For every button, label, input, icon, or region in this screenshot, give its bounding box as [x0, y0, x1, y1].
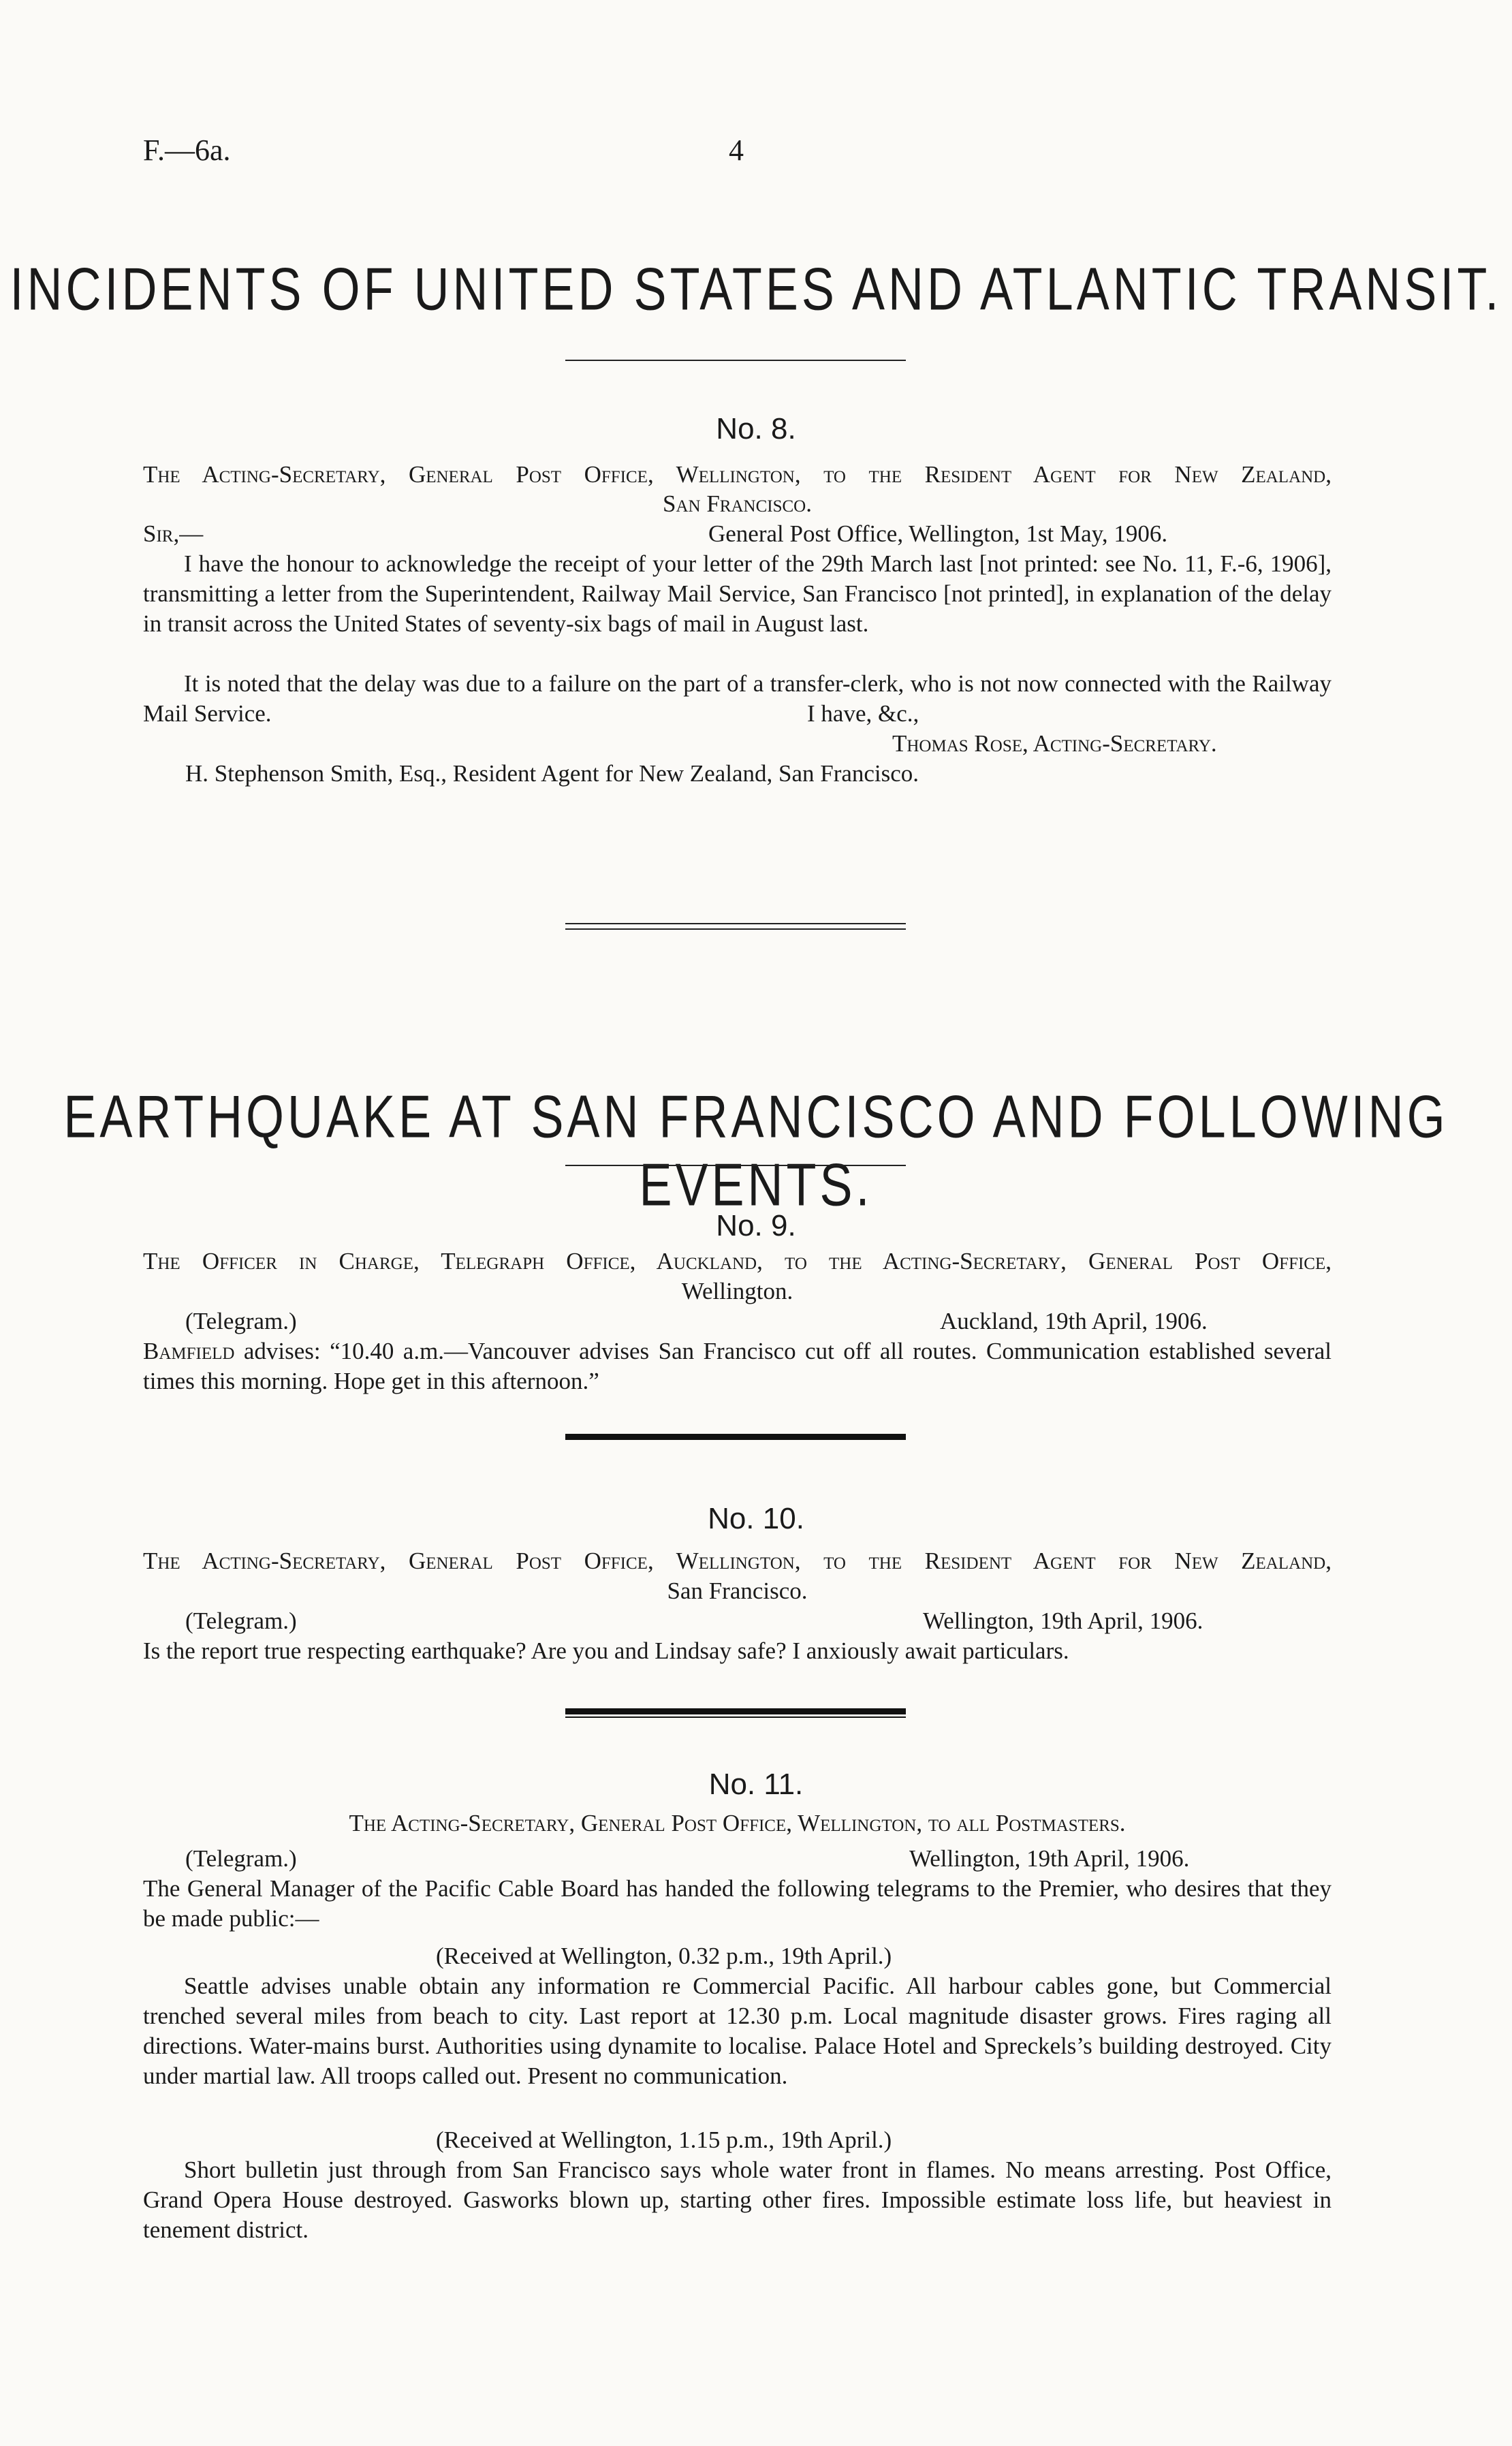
letter-10-dateline: Wellington, 19th April, 1906. [923, 1608, 1203, 1634]
divider-rule [565, 360, 906, 361]
section-separator [565, 923, 906, 930]
letter-10-from-line1: The Acting-Secretary, General Post Office, Wellington, to the Resident Agent for New Zealand, [143, 1548, 1332, 1574]
letter-11-received-1: (Received at Wellington, 0.32 p.m., 19th April.) [436, 1943, 892, 1969]
letter-11-message-2: Short bulletin just through from San Francisco says whole water front in flames. No means arresting. Post Office, Grand Opera House destroyed. Gasworks blown up, starting other fires. Impossible estimate loss life, but heaviest in tenement district. [143, 2157, 1332, 2243]
letter-number-10: No. 10. [708, 1502, 804, 1535]
section-title-earthquake: EARTHQUAKE AT SAN FRANCISCO AND FOLLOWING EVENTS. [63, 1084, 1449, 1219]
letter-number-8: No. 8. [716, 412, 796, 445]
letter-11-type: (Telegram.) [185, 1845, 297, 1872]
letter-8-closing: I have, &c., [807, 700, 919, 727]
letter-9-from-line2: Wellington. [681, 1278, 793, 1304]
letter-number-11: No. 11. [708, 1768, 804, 1801]
letter-8-signature: Thomas Rose, Acting-Secretary. [892, 730, 1217, 757]
letter-10-type: (Telegram.) [185, 1608, 297, 1634]
letter-separator [565, 1434, 906, 1440]
letter-11-from-line1: The Acting-Secretary, General Post Office, Wellington, to all Postmasters. [349, 1810, 1126, 1836]
letter-9-message: advises: “10.40 a.m.—Vancouver advises San Francisco cut off all routes. Communication established several times this morning. Hope get in this afternoon.” [143, 1338, 1332, 1394]
letter-11-intro: The General Manager of the Pacific Cable Board has handed the following telegrams to the Premier, who desires that they be made public:— [143, 1875, 1332, 1932]
letter-10-from-line2: San Francisco. [667, 1578, 808, 1604]
letter-9-body [143, 1336, 1332, 1396]
letter-number-9: No. 9. [716, 1209, 796, 1242]
page-number: 4 [729, 134, 744, 167]
letter-8-salutation: Sir,— [143, 520, 204, 547]
letter-8-from-line2: San Francisco. [663, 490, 812, 517]
letter-11-message-1: Seattle advises unable obtain any information re Commercial Pacific. All harbour cables gone, but Commercial trenched several miles from beach to city. Last report at 12.30 p.m. Local magnitude disaster grows. Fires raging all directions. Water-mains burst. Authorities using dynamite to localise. Palace Hotel and Spreckels’s building destroyed. City under martial law. All troops called out. Present no communication. [143, 1973, 1332, 2089]
letter-separator [565, 1708, 906, 1718]
letter-9-from-line1: The Officer in Charge, Telegraph Office, Auckland, to the Acting-Secretary, General Post Office, [143, 1248, 1332, 1274]
divider-rule [565, 1165, 906, 1166]
document-reference: F.—6a. [143, 134, 231, 167]
letter-9-type: (Telegram.) [185, 1308, 297, 1334]
letter-8-from-line1: The Acting-Secretary, General Post Office, Wellington, to the Resident Agent for New Zealand, [143, 461, 1332, 488]
letter-9-sender: Bamfield [143, 1338, 235, 1364]
letter-11-received-2: (Received at Wellington, 1.15 p.m., 19th April.) [436, 2127, 892, 2153]
letter-10-body: Is the report true respecting earthquake? Are you and Lindsay safe? I anxiously await particulars. [143, 1637, 1069, 1664]
letter-11-dateline: Wellington, 19th April, 1906. [909, 1845, 1190, 1872]
letter-8-dateline: General Post Office, Wellington, 1st May, 1906. [708, 520, 1168, 547]
letter-8-paragraph-2: It is noted that the delay was due to a failure on the part of a transfer-clerk, who is not now connected with the Railway Mail Service. [143, 670, 1332, 727]
letter-9-dateline: Auckland, 19th April, 1906. [940, 1308, 1208, 1334]
letter-8-addressee: H. Stephenson Smith, Esq., Resident Agent for New Zealand, San Francisco. [185, 760, 919, 787]
letter-8-paragraph-1: I have the honour to acknowledge the receipt of your letter of the 29th March last [not printed: see No. 11, F.-6, 1906], transmitting a letter from the Superintendent, Railway Mail Service, San Francisco [not printed], in explanation of the delay in transit across the United States of seventy-six bags of mail in August last. [143, 550, 1332, 637]
section-title-transit: INCIDENTS OF UNITED STATES AND ATLANTIC TRANSIT. [10, 256, 1502, 323]
